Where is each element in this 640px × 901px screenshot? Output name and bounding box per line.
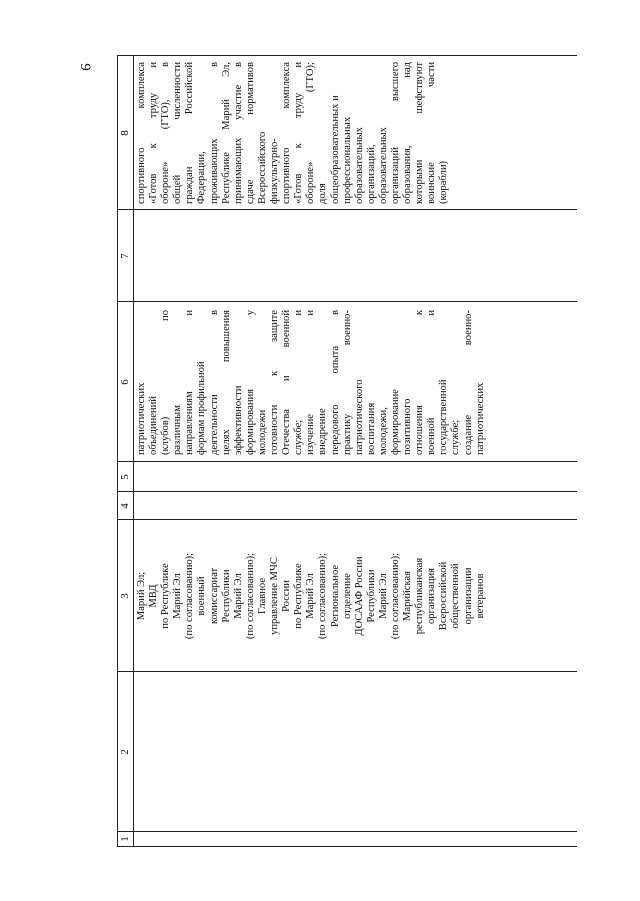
table-cell-col-8: [136, 62, 450, 204]
cell-line: отношения к: [414, 310, 426, 455]
cell-line: которыми шефствуют: [414, 62, 426, 204]
cell-line: позитивного: [402, 398, 414, 455]
cell-line: изучение и: [305, 310, 317, 455]
header-col-3: 3: [119, 593, 131, 599]
cell-line: формирования у: [244, 310, 256, 455]
cell-line: службе; и: [293, 310, 305, 455]
header-col-1: 1: [119, 836, 131, 842]
cell-line: целях повышения: [220, 310, 232, 455]
cell-line: России: [281, 580, 293, 612]
cell-line: по Республике: [293, 563, 305, 629]
header-col-5: 5: [119, 474, 131, 480]
cell-line: различным: [172, 405, 184, 455]
table-header-row: [117, 56, 134, 846]
column-divider: [117, 671, 577, 672]
cell-line: (по согласованию);: [389, 552, 401, 640]
cell-line: (по согласованию);: [317, 552, 329, 640]
cell-line: организаций,: [365, 144, 377, 204]
cell-line: патриотического: [353, 379, 365, 455]
cell-line: организация: [426, 567, 438, 625]
rotated-table-sheet: [117, 57, 577, 847]
cell-line: воинские части: [426, 62, 438, 204]
data-table: [117, 55, 577, 847]
cell-line: образовательных: [377, 127, 389, 204]
cell-line: (корабли): [438, 160, 450, 204]
cell-line: передового опыта в: [329, 310, 341, 455]
cell-line: управление МЧС: [269, 557, 281, 635]
cell-line: общеобразовательных и: [329, 95, 341, 204]
cell-line: Марий Эл: [305, 573, 317, 619]
cell-line: государственной: [438, 379, 450, 455]
page-number: 9: [77, 63, 93, 71]
cell-line: физкультурно-: [269, 138, 281, 204]
cell-line: Марий Эл: [232, 573, 244, 619]
cell-line: общественной: [450, 563, 462, 629]
cell-line: «Готов к труду и: [148, 62, 160, 204]
header-col-4: 4: [119, 503, 131, 509]
cell-line: принимающих участие в: [232, 62, 244, 204]
cell-line: патриотических: [136, 382, 147, 455]
cell-line: ветеранов: [474, 573, 486, 619]
header-col-7: 7: [119, 253, 131, 259]
cell-line: спортивного комплекса: [136, 62, 147, 204]
header-col-2: 2: [119, 749, 131, 755]
cell-line: Отечества и военной: [281, 310, 293, 455]
cell-line: (клубов) по: [160, 310, 172, 455]
cell-line: молодежи,: [377, 407, 389, 455]
cell-line: объединений: [148, 396, 160, 455]
cell-line: формам профильной: [196, 361, 208, 455]
cell-line: внедрение: [317, 408, 329, 455]
cell-line: Республики: [365, 569, 377, 623]
cell-line: комиссариат: [208, 567, 220, 625]
cell-line: Марий Эл: [172, 573, 184, 619]
cell-line: проживающих в: [208, 62, 220, 204]
cell-line: эффективности: [232, 385, 244, 455]
cell-line: Всероссийского: [256, 131, 268, 204]
header-col-8: 8: [119, 130, 131, 136]
table-cell-col-6: [136, 310, 487, 455]
cell-line: Марийская: [402, 570, 414, 622]
cell-line: (по согласованию);: [244, 552, 256, 640]
column-divider: [117, 831, 577, 832]
cell-line: Марий Эл;: [136, 571, 147, 621]
cell-line: МВД: [148, 584, 160, 608]
cell-line: сдаче нормативов: [244, 62, 256, 204]
cell-line: по Республике: [160, 563, 172, 629]
cell-line: организаций высшего: [389, 62, 401, 204]
cell-line: готовности к защите: [269, 310, 281, 455]
cell-line: службе;: [450, 419, 462, 455]
cell-line: Марий Эл: [377, 573, 389, 619]
cell-line: спортивного комплекса: [281, 62, 293, 204]
cell-line: молодежи: [256, 409, 268, 455]
table-cell-col-3: [136, 528, 487, 664]
cell-line: республиканская: [414, 557, 426, 635]
cell-line: военный: [196, 576, 208, 616]
column-divider: [117, 209, 577, 210]
cell-line: формирование: [389, 389, 401, 455]
cell-line: деятельности в: [208, 310, 220, 455]
cell-line: Республике Марий Эл,: [220, 62, 232, 204]
cell-line: обороне» (ГТО), в: [160, 62, 172, 204]
column-divider: [117, 519, 577, 520]
cell-line: профессиональных: [341, 116, 353, 204]
cell-line: доля: [317, 183, 329, 204]
cell-line: воспитания: [365, 402, 377, 455]
cell-line: практику военно-: [341, 310, 353, 455]
cell-line: отделение: [341, 573, 353, 619]
cell-line: Федерации,: [196, 151, 208, 204]
cell-line: Всероссийской: [438, 561, 450, 631]
cell-line: «Готов к труду и: [293, 62, 305, 204]
cell-line: Главное: [256, 577, 268, 615]
cell-line: общей численности: [172, 62, 184, 204]
cell-line: создание военно-: [462, 310, 474, 455]
cell-line: патриотических: [474, 382, 486, 455]
cell-line: граждан Российской: [184, 62, 196, 204]
cell-line: Республики: [220, 569, 232, 623]
cell-line: образовательных: [353, 127, 365, 204]
cell-line: обороне» (ГТО);: [305, 62, 317, 204]
cell-line: направлениям и: [184, 310, 196, 455]
cell-line: ДОСААФ России: [353, 556, 365, 636]
cell-line: (по согласованию);: [184, 552, 196, 640]
column-divider: [117, 491, 577, 492]
column-divider: [117, 461, 577, 462]
cell-line: организации: [462, 567, 474, 625]
cell-line: военной и: [426, 310, 438, 455]
cell-line: Региональное: [329, 564, 341, 628]
cell-line: образования, над: [402, 62, 414, 204]
column-divider: [117, 301, 577, 302]
header-col-6: 6: [119, 379, 131, 385]
